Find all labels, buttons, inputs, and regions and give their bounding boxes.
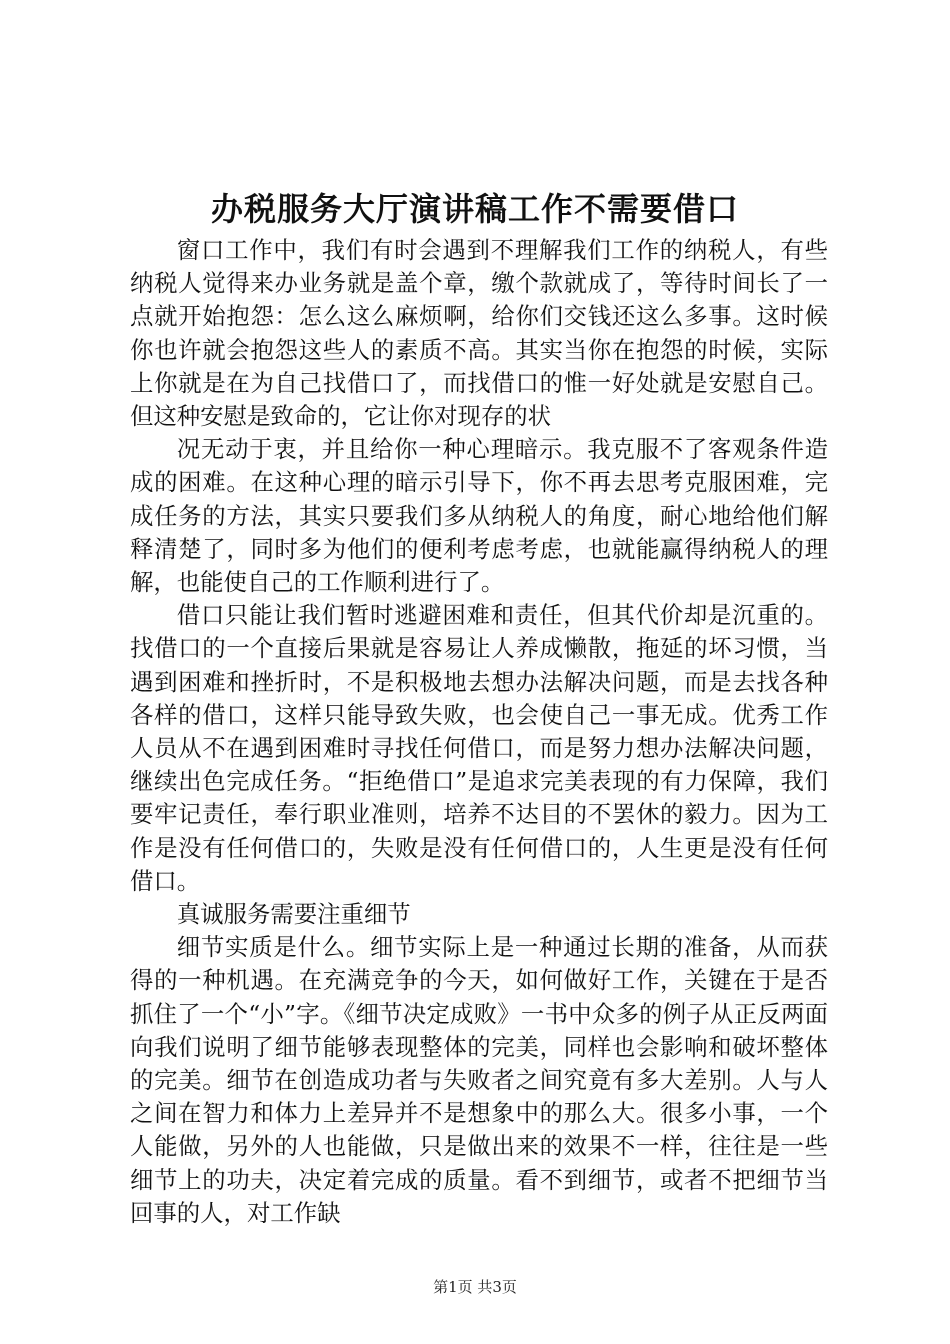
document-body [130,234,828,1230]
page-number: 第1页 共3页 [433,1278,517,1296]
paragraph: 窗口工作中，我们有时会遇到不理解我们工作的纳税人，有些纳税人觉得来办业务就是盖个章，缴个款就成了，等待时间长了一点就开始抱怨：怎么这么麻烦啊，给你们交钱还这么多事。这时候你也许就会抱怨这些人的素质不高。其实当你在抱怨的时候，实际上你就是在为自己找借口了，而找借口的惟一好处就是安慰自己。但这种安慰是致命的，它让你对现存的状 [130,236,828,431]
paragraph: 借口只能让我们暂时逃避困难和责任，但其代价却是沉重的。找借口的一个直接后果就是容易让人养成懒散，拖延的坏习惯，当遇到困难和挫折时，不是积极地去想办法解决问题，而是去找各种各样的借口，这样只能导致失败，也会使自己一事无成。优秀工作人员从不在遇到困难时寻找任何借口，而是努力想办法解决问题，继续出色完成任务。“拒绝借口”是追求完美表现的有力保障，我们要牢记责任，奉行职业准则，培养不达目的不罢休的毅力。因为工作是没有任何借口的，失败是没有任何借口的，人生更是没有任何借口。 [130,601,828,895]
paragraph: 细节实质是什么。细节实际上是一种通过长期的准备，从而获得的一种机遇。在充满竞争的今天，如何做好工作，关键在于是否抓住了一个“小”字。《细节决定成败》一书中众多的例子从正反两面向我们说明了细节能够表现整体的完美，同样也会影响和破坏整体的完美。细节在创造成功者与失败者之间究竟有多大差别。人与人之间在智力和体力上差异并不是想象中的那么大。很多小事，一个人能做，另外的人也能做，只是做出来的效果不一样，往往是一些细节上的功夫，决定着完成的质量。看不到细节，或者不把细节当回事的人，对工作缺 [130,933,828,1227]
paragraph: 况无动于衷，并且给你一种心理暗示。我克服不了客观条件造成的困难。在这种心理的暗示引导下，你不再去思考克服困难，完成任务的方法，其实只要我们多从纳税人的角度，耐心地给他们解释清楚了，同时多为他们的便利考虑考虑，也就能赢得纳税人的理解，也能使自己的工作顺利进行了。 [130,435,828,597]
section-heading: 真诚服务需要注重细节 [176,900,411,929]
document-title: 办税服务大厅演讲稿工作不需要借口 [210,190,739,228]
